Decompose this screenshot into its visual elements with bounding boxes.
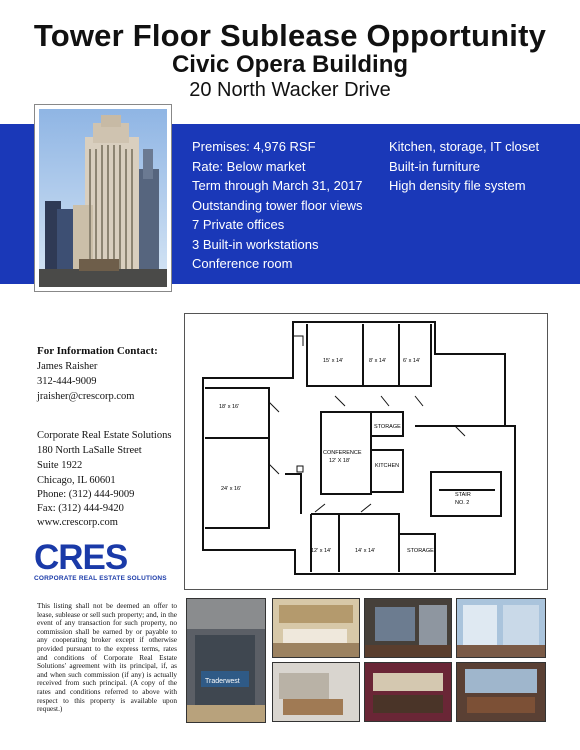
room-label: 6' x 14' [403,358,421,364]
feature-item: Kitchen, storage, IT closet [389,139,540,154]
room-label: KITCHEN [375,463,400,469]
room-label: 18' x 16' [219,404,240,410]
view-photo [456,598,546,658]
room-label: STAIR [455,492,471,498]
contact-block [37,344,158,404]
features-left [192,137,363,274]
room-label: CONFERENCE [323,450,362,456]
room-label: 14' x 14' [355,548,376,554]
disclaimer: This listing shall not be deemed an offer to lease, sublease or sell such property; and, in the event of any transaction for such property, no commission shall be earned by or payable to any cooperating broker except if otherwise provided pursuant to the express terms, rates and conditions of Corporate Real Estate Solutions' agreement with its principal, if, as and when such commission (if any) is actually received from such principal. (A copy of the rates and conditions referred to above with respect to this property is available upon request.) [37,601,177,714]
logo-tagline: CORPORATE REAL ESTATE SOLUTIONS [34,575,167,582]
private-office-photo [456,662,546,722]
feature-item: Conference room [192,256,293,271]
corridor-photo [364,662,452,722]
room-label: NO. 2 [455,500,470,506]
office-photo [364,598,452,658]
company-city: Chicago, IL 60601 [37,475,116,486]
company-name: Corporate Real Estate Solutions [37,430,172,441]
company-fax: Fax: (312) 444-9420 [37,503,124,514]
company-website[interactable]: www.crescorp.com [37,517,118,528]
building-name: Civic Opera Building [171,51,409,78]
workstation-photo [272,662,360,722]
feature-item: Premises: 4,976 RSF [192,139,316,154]
logo-text: CRES [34,538,128,577]
feature-item: Rate: Below market [192,158,306,174]
page-title: Tower Floor Sublease Opportunity [33,18,547,53]
feature-item: 3 Built-in workstations [192,236,319,252]
room-label: 24' x 16' [221,486,242,492]
building-address: 20 North Wacker Drive [189,79,391,101]
contact-email[interactable]: jraisher@crescorp.com [37,391,135,402]
floor-plan [184,313,548,590]
feature-item: 7 Private offices [192,217,285,232]
feature-item: Term through March 31, 2017 [192,178,363,193]
company-suite: Suite 1922 [37,460,83,471]
feature-item: Built-in furniture [389,158,481,174]
room-label: 12' x 14' [311,548,332,554]
feature-item: High density file system [389,178,526,193]
contact-name: James Raisher [37,361,98,372]
company-phone: Phone: (312) 444-9009 [37,489,135,500]
feature-item: Outstanding tower floor views [192,197,363,213]
room-label: 8' x 14' [369,358,387,364]
room-label: 12' X 18' [329,458,351,464]
cres-logo [34,540,174,586]
company-address [37,428,171,488]
company-contact [37,488,134,530]
building-photo [34,104,172,292]
contact-phone: 312-444-9009 [37,376,97,387]
room-label: STORAGE [407,548,434,554]
room-label: STORAGE [374,424,401,430]
company-street: 180 North LaSalle Street [37,445,142,456]
reception-photo [186,598,266,723]
features-right [389,137,539,196]
room-label: 15' x 14' [323,358,344,364]
contact-heading: For Information Contact: [37,345,158,357]
sign-text: Traderwest [205,678,240,685]
kitchen-photo [272,598,360,658]
